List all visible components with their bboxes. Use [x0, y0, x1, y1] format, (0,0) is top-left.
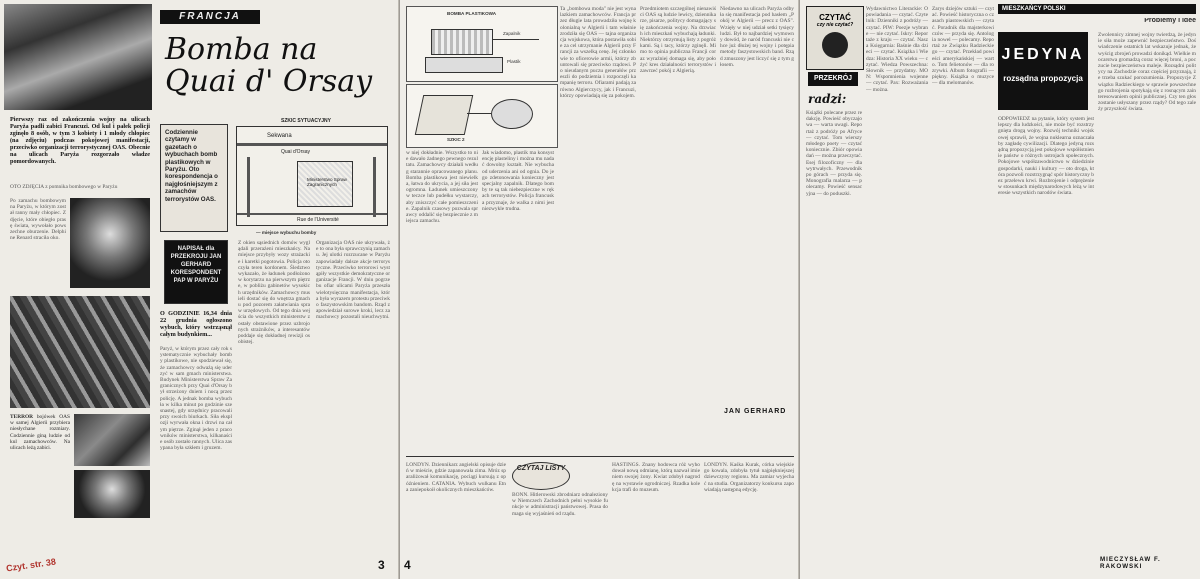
- lead-paragraph: Pierwszy raz od zakończenia wojny na ulicach Paryża padli zabici Francuzi. Od kul i pałek policji zginęło 8 osób, w tym 3 kobiety i 1 młody chłopiec (na zdjęciu) podczas pokojowej manifestacji, przeciwko organizacji terrorystycznej OAS. Obecnie na ulicach Paryża rozgorzało władze pomordowanych.: [10, 116, 150, 165]
- photo-wounded-child: [70, 198, 150, 288]
- article-headline: Bomba na Quai d' Orsay: [165, 32, 373, 99]
- map-caption: — miejsce wybuchu bomby: [256, 230, 317, 235]
- body-intro: O GODZINIE 16,34 dnia 22 grudnia ogłoszono wybuch, który wstrząsnął całym budynkiem...: [160, 310, 232, 338]
- headline-block: JEDYNA rozsądna propozycja: [998, 32, 1088, 110]
- page-number: 4: [404, 558, 411, 572]
- bomb-diagram-1: BOMBA PLASTIKOWA Zapalnik Plastik: [406, 6, 558, 82]
- map-label-quai: Quai d'Orsay: [281, 149, 311, 155]
- divider: [406, 456, 794, 457]
- photo-caption-column: Po zamachu bombowym na Paryżu, w którym został ranny mały chłopiec. Zdjęcie, które obiegło prasę świata, wywołało powszechne oburzenie. Delphine Renard straciła oko.: [10, 198, 66, 242]
- p5-list-col-1: Książki polecane przez redakcję. Powieść obyczajowa — warta uwagi. Reportaż z podróży po Afryce — czytać. Tom wierszy młodego poety — czytać koniecznie. Zbiór opowiadań — można przeczytać. Esej filozoficzny — dla wytrwałych. Przewodnik po górach — przyda się. Monografia malarza — polecamy. Powieść sensacyjna — do poduszki.: [806, 110, 862, 197]
- listy-logo: CZYTAJ LISTY: [512, 462, 570, 490]
- map-label-river: Sekwana: [267, 133, 292, 139]
- p5-body-col-1: ODPOWIEDŹ na pytanie, który system jest lepszy dla ludzkości, nie może być rozstrzygnięta drogą wojny. Rozwój techniki wojskowej sprawił, że wojna nuklearna oznaczałaby zagładę cywilizacji. Dlatego jedyną rozsądną propozycją jest pokojowe współistnienie państw o różnych ustrojach społecznych. Pokojowe współzawodnictwo w dziedzinie gospodarki, nauki i kultury — oto droga, która pozwoli rozstrzygnąć spór historyczny bez przelewu krwi. Rozbrojenie i odprężenie w stosunkach międzynarodowych leżą w interesie wszystkich narodów świata.: [998, 116, 1094, 197]
- map-label-ministry: Ministerstwo Spraw Zagranicznych: [307, 177, 347, 187]
- page-4: [400, 0, 800, 579]
- body-column-1: Paryż, w którym przez cały rok systematycznie wybuchały bomby plastikowe, nie spodziewał się, że zamachowcy odważą się uderzyć w sam gmach ministerstwa. Budynek Ministerstwa Spraw Zagranicznych przy Quai d'Orsay był strzeżony dniem i nocą przez policję. A jednak bomba wybuchła w kilka minut po godzinie szesnastej, gdy urzędnicy pracowali przy swoich biurkach. Siła eksplozji wyrwała okna i drzwi na całym piętrze. Zginął jeden z pracowników ministerstwa, kilkanaście osób zostało rannych. Ulica zasypana była szkłem i gruzem.: [160, 346, 232, 452]
- p4-bottom-col-2: BONN. Hitlerowski zbrodniarz odnaleziony w Niemczech Zachodnich pełni wysokie funkcje w administracji państwowej. Prasa domaga się wyjaśnień od rządu.: [512, 492, 608, 517]
- handwritten-note: Czyt. str. 38: [5, 556, 57, 574]
- page-5: [800, 0, 1200, 579]
- section-label: Problemy i idee: [1144, 18, 1196, 24]
- body-column-3: Organizacja OAS nie ukrywała, że to ona była sprawczynią zamachu. Jej ulotki rozrzucane w Paryżu zapowiadały dalsze akcje terrorystyczne. Przeciwko terrorowi wystąpiły wszystkie demokratyczne organizacje Francji. W dniu pogrzebu ofiar ulicami Paryża przeszła wielotysięczna manifestacja, która była wyrazem protestu przeciwko faszystowskim bandom. Rząd zapowiedział surowe kroki, lecz zamachowcy pozostali nieuchwytni.: [316, 240, 390, 321]
- p4-bottom-col-4: LONDYN. Kaśka Kurak, córka wiejskiego kowala, zdobyła tytuł najpiękniejszej dziewczyny regionu. Ma zamiar wyjechać na studia. Organizatorzy konkursu zapowiadają następną edycję.: [704, 462, 794, 493]
- author-signature: JAN GERHARD: [724, 408, 787, 415]
- correspondent-box: NAPISAŁ dla PRZEKROJU JAN GERHARD KORESPONDENT PAP W PARYŻU: [164, 240, 228, 304]
- p5-body-col-2: Zwolennicy zimnej wojny twierdzą, że jedynie siła może zapewnić bezpieczeństwo. Doświadczenie ostatnich lat wskazuje jednak, że wyścig zbrojeń prowadzi donikąd. Wielkie mocarstwa gromadzą coraz więcej broni, a poczucie bezpieczeństwa maleje. Rozsądni politycy na Zachodzie coraz częściej przyznają, że trzeba szukać porozumienia. Propozycje Związku Radzieckiego w sprawie powszechnego rozbrojenia spotykają się z rosnącym zainteresowaniem opinii publicznej. Czy ten głos zostanie usłyszany przez rządy? Od tego zależy przyszłość świata.: [1098, 32, 1196, 113]
- photo-street-crowd: [4, 4, 152, 110]
- section-label: FRANCJA: [160, 10, 260, 24]
- body-column-2: Z okien sąsiednich domów wyglądali przerażeni mieszkańcy. Na miejsce przybyły wozy strażackie i karetki pogotowia. Policja otoczyła teren kordonem. Śledztwo wykazało, że ładunek podłożono w korytarzu na pierwszym piętrze, w pobliżu gabinetów wysokich urzędników. Zamachowcy musieli dostać się do wnętrza gmachu pod pozorem załatwiania spraw urzędowych. Od tego dnia wejścia do wszystkich ministerstw zostały obstawione przez uzbrojonych strażników, a interesantów poddaje się dokładnej rewizji osobistej.: [238, 240, 310, 346]
- bomb-diagram-2: SZKIC 2: [406, 84, 558, 148]
- photo-aftermath: [74, 470, 150, 518]
- p4-column-2: Jak wiadomo, plastik ma konsystencję plasteliny i można mu nadać dowolny kształt. Nie wybucha od uderzenia ani od ognia. Do jego zdetonowania konieczny jest specjalny zapalnik. Dlatego bomby te są tak niebezpieczne w rękach terrorystów. Policja francuska przyznaje, że walka z nimi jest niezwykle trudna.: [482, 150, 554, 212]
- czytac-logo: CZYTAĆ czy nie czytać?: [806, 6, 864, 70]
- p4-bottom-col-1: LONDYN. Dziennikarz angielski opisuje dzień w mieście, gdzie zapanowała zima. Mróz sparaliżował komunikację, pociągi kursują z opóźnieniem. CATANIA. Wybuch wulkanu Etna zaniepokoił okolicznych mieszkańców.: [406, 462, 506, 493]
- map-title: SZKIC SYTUACYJNY: [281, 118, 332, 124]
- header-strip: MIESZKAŃCY POLSKI: [998, 4, 1196, 14]
- radzi-heading: radzi:: [808, 92, 847, 106]
- p4-column-4: Przedmiotem szczególnej nienawiści OAS są ludzie lewicy, dziennikarze, pisarze, politycy domagający się zakończenia wojny. Na drzwiach ich mieszkań wybuchają ładunki. Niektórzy otrzymują listy z pogróżkami. Są i tacy, którzy zginęli. Mimo to opinia publiczna Francji coraz wyraźniej domaga się, aby położyć kres działalności terrorystów i zawrzeć pokój z Algierią.: [640, 6, 716, 75]
- p5-list-col-2: Wydawnictwo Literackie: Opowiadania — czytać. Czytelnik: Dzienniki z podróży — czytać. PIW: Poezje wybrane — nie czytać. Iskry: Reportaże z kraju — czytać. Nasza Księgarnia: Baśnie dla dzieci — czytać. Książka i Wiedza: Historia XX wieku — czytać. Wiedza Powszechna: Słownik — przydatny. MON: Wspomnienia wojenne — czytać. Pax: Rozważania — można.: [866, 6, 928, 93]
- p5-list-col-3: Zarys dziejów sztuki — czytać. Powieść historyczna o czasach piastowskich — czytać. Poradnik dla majsterkowiczów — przyda się. Antologia nowel — polecamy. Reportaż ze Związku Radzieckiego — czytać. Przekład powieści amerykańskiej — warto. Tom felietonów — dla rozrywki. Album fotografii — piękny. Książka o muzyce — dla melomanów.: [932, 6, 994, 87]
- p4-column-3: Ta „bombowa moda" nie jest wynalazkiem zamachowców. Francja przez długie lata prowadziła wojnę kolonialną w Algierii i tam właśnie zrodziła się OAS — tajna organizacja wojskowa, która postawiła sobie za cel utrzymanie Algierii przy Francji za wszelką cenę. Jej członkowie to oficerowie armii, którzy zbuntowali się przeciwko rządowi. Po nieudanym puczu generałów przeszli do podziemia i rozpoczęli kampanię terroru. Ofiarami padają zarówno Algierczycy, jak i Francuzi, którzy opowiadają się za pokojem.: [560, 6, 636, 99]
- author-byline: MIECZYSŁAW F. RAKOWSKI: [1100, 556, 1161, 570]
- intro-box: Codziennie czytamy w gazetach o wybuchach bomb plastikowych w Paryżu. Oto korespondencja o najgłośniejszym z zamachów terrorystów OAS.: [160, 124, 228, 232]
- przekroj-badge: PRZEKRÓJ: [808, 72, 858, 86]
- photo-bodies-street: [74, 414, 150, 466]
- page-number: 3: [378, 558, 385, 572]
- p4-column-5: Niedawno na ulicach Paryża odbyła się manifestacja pod hasłem „Pokój w Algierii — precz z OAS". Wzięły w niej udział setki tysięcy ludzi. Był to najbardziej wymowny dowód, że naród francuski nie chce już dłużej tej wojny i potępia metody faszystowskich band. Rząd zmuszony jest liczyć się z tym głosem.: [720, 6, 794, 68]
- map-label-street: Rue de l'Université: [297, 217, 339, 223]
- photo-caption: OTO ZDJĘCIA z pomnika bombowego w Paryżu: [10, 184, 118, 190]
- terror-caption: TERROR bojówek OAS w samej Algierii przybiera niesłychane rozmiary. Codziennie giną ludzie od kul zamachowców. Na ulicach leżą zabici.: [10, 414, 70, 452]
- p4-bottom-col-3: HASTINGS. Znany hodowca róż wyhodował nową odmianę, którą nazwał imieniem swojej żony. Kwiat zdobył nagrodę na wystawie ogrodniczej. Rzadka kolekcja trafi do muzeum.: [612, 462, 700, 493]
- p4-column-1: w niej dokładnie. Wszystko to nie dawało żadnego pewnego rezultatu. Zamachowcy działali według starannie opracowanego planu. Bomba plastikowa jest niewielka, łatwa do ukrycia, a jej siła jest ogromna. Ładunek umieszczony w teczce lub pudełku wystarczy, aby zniszczyć całe pomieszczenie. Zapalnik czasowy pozwala sprawcy oddalić się bezpiecznie z miejsca zamachu.: [406, 150, 478, 225]
- page-3: [0, 0, 398, 579]
- photo-police-charge: [10, 296, 150, 408]
- situation-map: [236, 118, 388, 226]
